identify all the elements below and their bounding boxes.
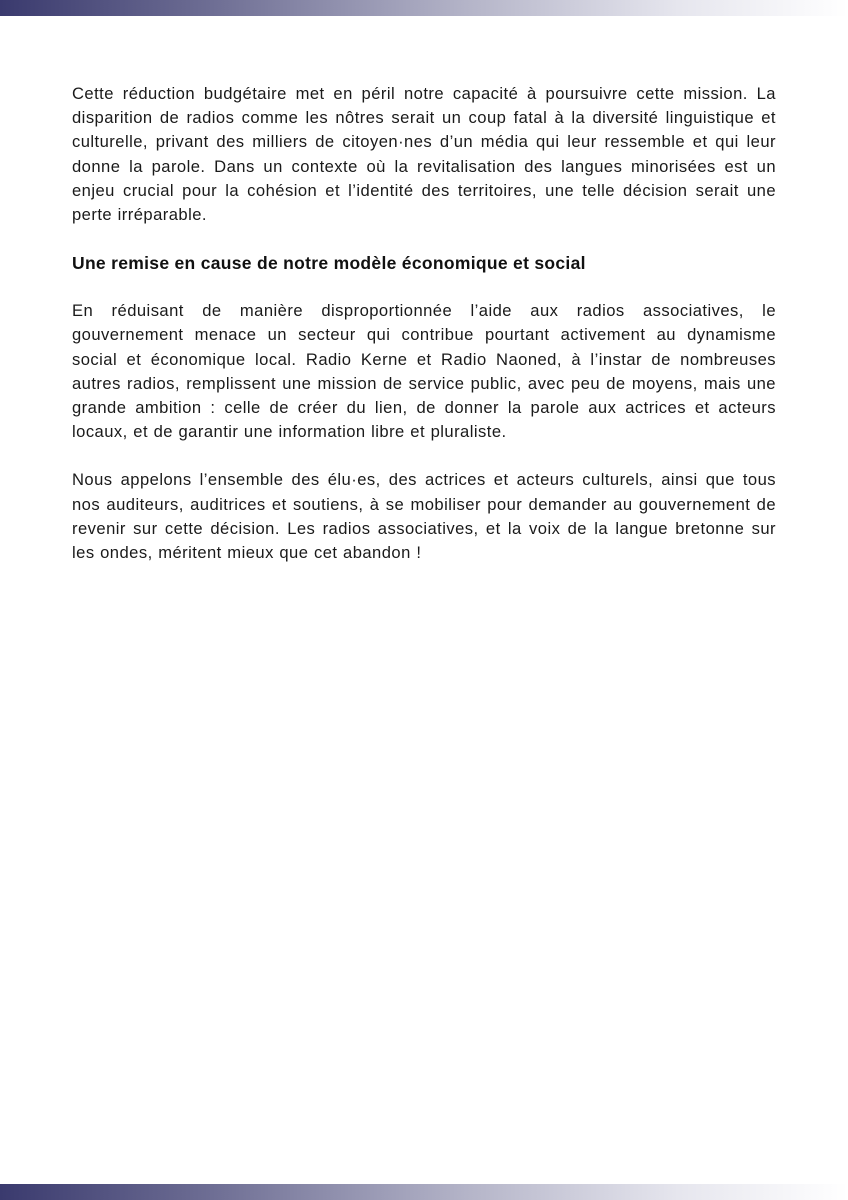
paragraph-budget-cut: Cette réduction budgétaire met en péril notre capacité à poursuivre cette mission. La disparition de radios comme les nôtres serait un coup fatal à la diversité linguistique et culturelle, privant des milliers de citoyen·nes d’un média qui leur ressemble et qui leur donne la parole. Dans un contexte où la revitalisation des langues minorisées est un enjeu crucial pour la cohésion et l’identité des territoires, une telle décision serait une perte irréparable. <box>72 84 776 225</box>
top-decorative-band <box>0 0 848 16</box>
paragraph-call-to-action: Nous appelons l’ensemble des élu·es, des actrices et acteurs culturels, ainsi que tous nos auditeurs, auditrices et soutiens, à se mobiliser pour demander au gouvernement de revenir sur cette décision. Les radios associatives, et la voix de la langue bretonne sur les ondes, méritent mieux que cet abandon ! <box>72 470 776 563</box>
document-body <box>72 82 776 565</box>
paragraph-economic-model: En réduisant de manière disproportionnée l’aide aux radios associatives, le gouvernement menace un secteur qui contribue pourtant activement au dynamisme social et économique local. Radio Kerne et Radio Naoned, à l’instar de nombreuses autres radios, remplissent une mission de service public, avec peu de moyens, mais une grande ambition : celle de créer du lien, de donner la parole aux actrices et acteurs locaux, et de garantir une information libre et pluraliste. <box>72 301 776 442</box>
section-heading: Une remise en cause de notre modèle économique et social <box>72 253 586 274</box>
bottom-decorative-band <box>0 1184 848 1200</box>
